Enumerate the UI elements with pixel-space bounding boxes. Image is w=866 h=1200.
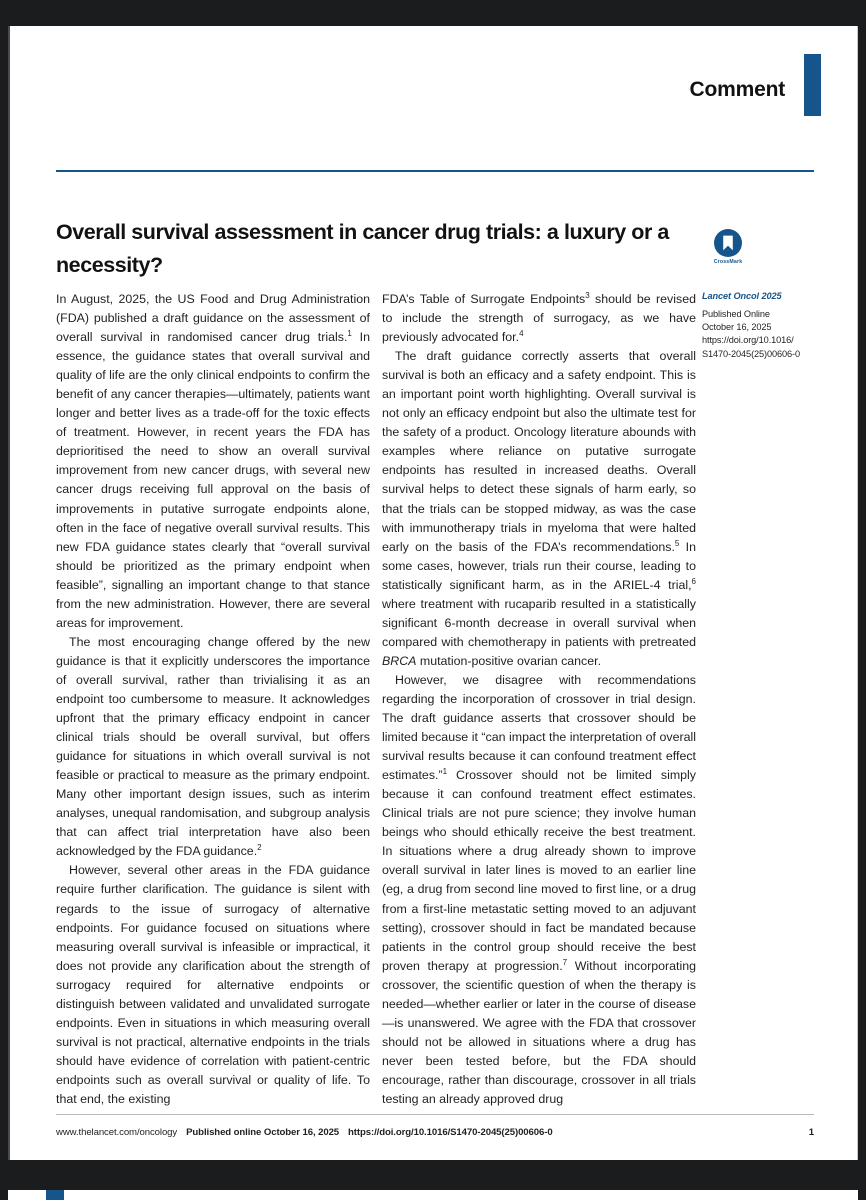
published-date: October 16, 2025 [702,322,772,333]
published-online-label: Published Online [702,309,770,319]
article-title: Overall survival assessment in cancer drug trials: a luxury or a necessity? [56,220,669,278]
app-chrome-top [0,0,866,26]
app-chrome-strip [0,1160,866,1178]
body-column-left [56,290,370,1109]
article-metadata-rail [702,290,826,361]
section-label: Comment [689,78,785,101]
next-page-accent-tab [46,1190,64,1200]
paragraph: However, we disagree with recommendations regarding the incorporation of crossover in trial design. The draft guidance asserts that crossover should be limited because it “can impact the interpretation of overall survival results because it can confound treatment effect estimates.”$^1$ Crossover should not be limited simply because it can confound treatment effect estimates. Clinical trials are not pure science; they involve human beings who should ethically receive the best treatment. In situations where a drug already shown to improve overall survival in later lines is moved to an earlier line (eg, a drug from second line moved to first line, or a drug from a first-line metastatic setting moved to an adjuvant setting), crossover should in fact be mandated because patients in the control group should receive the best proven therapy at progression.$^7$ Without incorporating crossover, the scientific question of when the therapy is needed—whether earlier or later in the course of disease—is unanswered. We agree with the FDA that crossover should not be allowed in situations where a drug has never been tested before, but the FDA should encourage, rather than discourage, crossover in all trials testing an already approved drug [382,672,696,1106]
footer-page-number: 1 [808,1126,814,1138]
body-column-right [382,290,696,1109]
journal-citation: Lancet Oncol 2025 [702,291,782,301]
footer-published: Published online October 16, 2025 [186,1126,340,1138]
next-page-peek [8,1190,858,1200]
footer-doi[interactable]: https://doi.org/10.1016/S1470-2045(25)00606-0 [348,1126,553,1138]
crossmark-label: CrossMark [713,259,743,265]
footer-website[interactable]: www.thelancet.com/oncology [56,1126,178,1138]
paragraph: FDA’s Table of Surrogate Endpoints$^3$ should be revised to include the strength of surrogacy, as we have previously advocated for.$^4$ [382,290,696,345]
journal-page [8,26,858,1160]
page-header [10,26,857,176]
paragraph: However, several other areas in the FDA guidance require further clarification. The guidance is silent with regards to the issue of surrogacy of alternative endpoints. For guidance focused on situations where measuring overall survival is infeasible or impractical, it does not provide any clarification about the strength of surrogacy required for alternative endpoints or distinguish between validated and unvalidated surrogate endpoints. Even in situations in which measuring overall survival is not practical, alternative endpoints in the trials should have evidence of correlation with patient-centric endpoints such as overall survival or quality of life. To that end, the existing [56,863,370,1106]
doi-line-1[interactable]: https://doi.org/10.1016/ [702,335,794,346]
paragraph: The most encouraging change offered by the new guidance is that it explicitly underscores the importance of overall survival, rather than trivialising it as an endpoint too cumbersome to measure. It acknowledges upfront that the primary efficacy endpoint in cancer clinical trials should be overall survival, but offers guidance for situations in which overall survival is not feasible or practical to measure as the primary endpoint. Many other important design issues, such as interim analyses, unequal randomisation, and subgroup analysis that can affect trial interpretation have also been acknowledged by the FDA guidance.$^2$ [56,634,370,859]
paragraph: In August, 2025, the US Food and Drug Administration (FDA) published a draft guidance on the assessment of overall survival in randomised cancer drug trials.$^1$ In essence, the guidance states that overall survival and quality of life are the only clinical endpoints to confirm the benefit of any cancer therapies—ultimately, patients want longer and better lives as a trade-off for the toxic effects of treatment. However, in recent years the FDA has deprioritised the need to show an overall survival improvement from new cancer drugs, with several new cancer drugs receiving full approval on the basis of improvements in putative surrogate endpoints alone, often in the face of negative overall survival results. This new FDA guidance states clearly that “overall survival should be prioritized as the primary endpoint when feasible”, signalling an important change to that stance from the new administration. However, there are several areas for improvement. [56,292,370,630]
header-divider-rule [56,170,814,172]
page-footer [56,1124,814,1140]
crossmark-badge[interactable] [704,228,752,265]
header-accent-bar [804,54,821,116]
paragraph: The draft guidance correctly asserts that overall survival is both an efficacy and a safety endpoint. This is an important point worth highlighting. Overall survival is not only an efficacy endpoint but also the ultimate test for the safety of a product. Oncology literature abounds with examples where reliance on putative surrogate endpoints has resulted in increased deaths. Overall survival helps to detect these signals of harm early, so that the trials can be stopped midway, as was the case with immunotherapy trials in myeloma that were halted early on the basis of the FDA’s recommendations.$^5$ In some cases, however, trials run their course, leading to statistically significant harm, as in the ARIEL-4 trial,$^6$ where treatment with rucaparib resulted in a statistically significant 6-month decrease in overall survival when compared with chemotherapy in patients with pretreated BRCA mutation-positive ovarian cancer. [382,349,696,668]
doi-line-2[interactable]: S1470-2045(25)00606-0 [702,348,801,359]
crossmark-icon [713,228,743,258]
footer-divider-rule [56,1114,814,1115]
